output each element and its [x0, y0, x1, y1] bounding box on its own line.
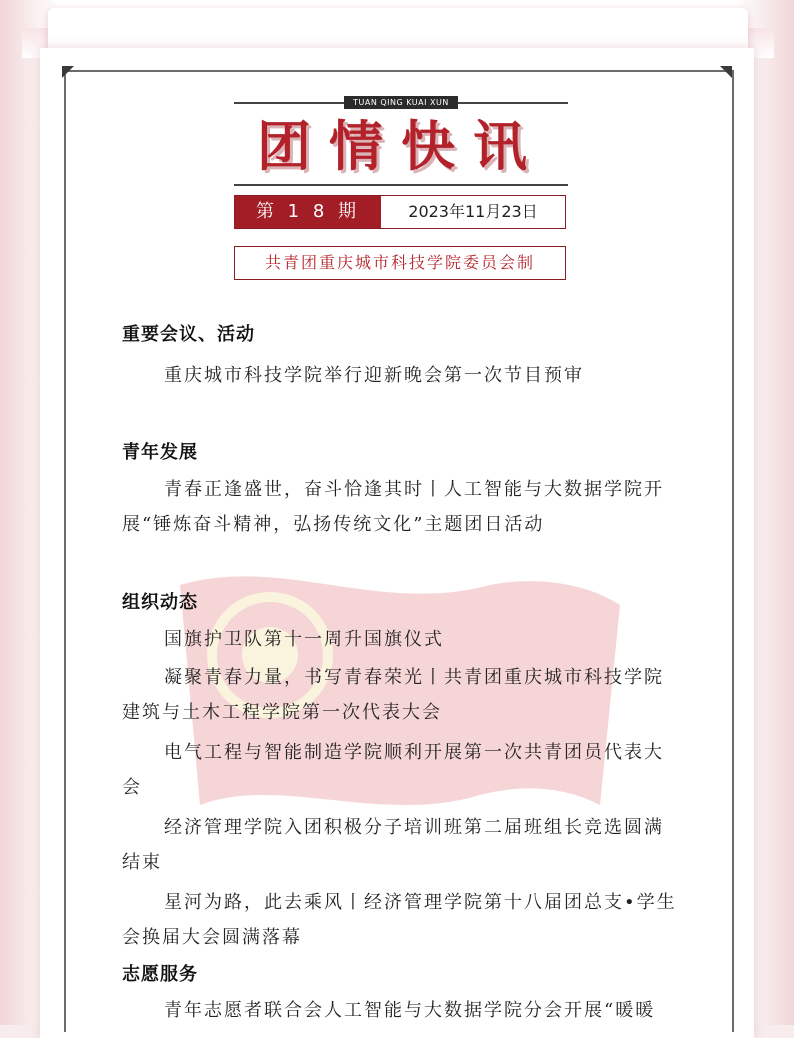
news-item[interactable]: 星河为路，此去乘风丨经济管理学院第十八届团总支•学生会换届大会圆满落幕	[122, 892, 677, 948]
publisher-label: 共青团重庆城市科技学院委员会制	[234, 246, 566, 280]
news-item[interactable]: 重庆城市科技学院举行迎新晚会第一次节目预审	[164, 365, 584, 386]
section-title-meetings: 重要会议、活动	[122, 324, 255, 345]
section-title-youth: 青年发展	[122, 442, 198, 463]
section-title-organization: 组织动态	[122, 592, 198, 613]
corner-ornament-left	[62, 66, 74, 78]
news-item[interactable]: 青年志愿者联合会人工智能与大数据学院分会开展“暖暖	[164, 1000, 656, 1021]
section-title-volunteer: 志愿服务	[122, 964, 198, 985]
issue-number: 第 1 8 期	[235, 196, 381, 228]
news-item[interactable]: 凝聚青春力量，书写青春荣光丨共青团重庆城市科技学院建筑与土木工程学院第一次代表大会	[122, 667, 664, 723]
news-item[interactable]: 电气工程与智能制造学院顺利开展第一次共青团员代表大会	[122, 742, 664, 798]
masthead-pinyin: TUAN QING KUAI XUN	[344, 96, 458, 109]
corner-ornament-right	[720, 66, 732, 78]
issue-date: 2023年11月23日	[408, 202, 538, 221]
news-item[interactable]: 青春正逢盛世，奋斗恰逢其时丨人工智能与大数据学院开展“锤炼奋斗精神，弘扬传统文化”主题团日活动	[122, 479, 664, 535]
news-item[interactable]: 经济管理学院入团积极分子培训班第二届班组长竞选圆满结束	[122, 817, 664, 873]
masthead-title: 团情快讯	[257, 115, 545, 178]
news-item[interactable]: 国旗护卫队第十一周升国旗仪式	[164, 629, 444, 650]
issue-box	[234, 195, 566, 229]
masthead-rule-right	[458, 102, 568, 104]
masthead-rule-left	[234, 102, 344, 104]
masthead-underline	[234, 184, 568, 186]
